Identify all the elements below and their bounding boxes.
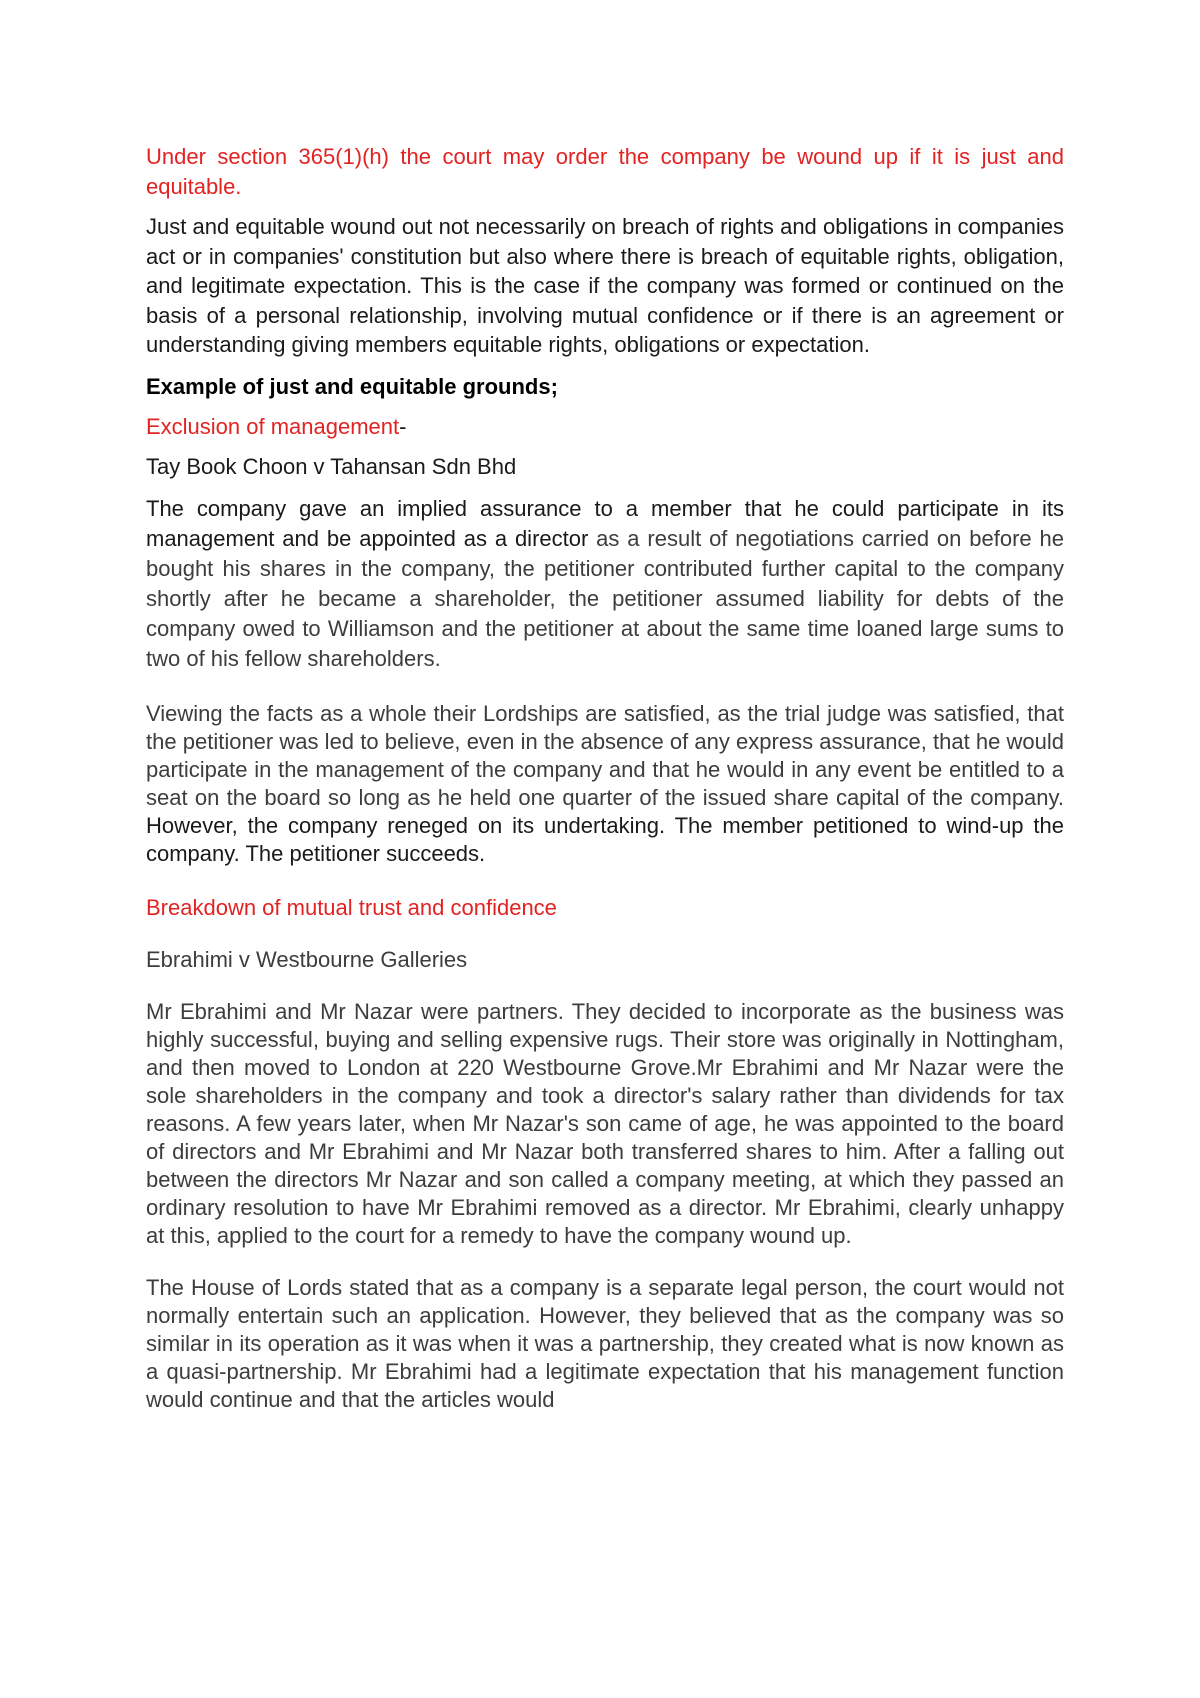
section1-heading-dash: - xyxy=(399,413,407,439)
example-heading: Example of just and equitable grounds; xyxy=(146,373,558,399)
section2-paragraph-2: The House of Lords stated that as a company is a separate legal person, the court would not normally entertain such an application. However, they believed that as the company was so similar in its operation as it was when it was a partnership, they created what is now known as a quasi-partnership. Mr Ebrahimi had a legitimate expectation that his management function would continue and that the articles would xyxy=(146,1274,1064,1412)
intro-explanation: Just and equitable wound out not necessarily on breach of rights and obligations in companies act or in companies' constitution but also where there is breach of equitable rights, obligation, and legitimate expectation. This is the case if the company was formed or continued on the basis of a personal relationship, involving mutual confidence or if there is an agreement or understanding giving members equitable rights, obligations or expectation. xyxy=(146,214,1064,357)
section2-paragraph-1: Mr Ebrahimi and Mr Nazar were partners. They decided to incorporate as the business was highly successful, buying and selling expensive rugs. Their store was originally in Nottingham, and then moved to London at 220 Westbourne Grove.Mr Ebrahimi and Mr Nazar were the sole shareholders in the company and took a director's salary rather than dividends for tax reasons. A few years later, when Mr Nazar's son came of age, he was appointed to the board of directors and Mr Ebrahimi and Mr Nazar both transferred shares to him. After a falling out between the directors Mr Nazar and son called a company meeting, at which they passed an ordinary resolution to have Mr Ebrahimi removed as a director. Mr Ebrahimi, clearly unhappy at this, applied to the court for a remedy to have the company wound up. xyxy=(146,998,1064,1248)
section2-case-name: Ebrahimi v Westbourne Galleries xyxy=(146,946,468,972)
intro-statutory-provision: Under section 365(1)(h) the court may order the company be wound up if it is just and equitable. xyxy=(146,144,1064,199)
section1-paragraph-1-rest: as a result of negotiations carried on before he bought his shares in the company, the petitioner contributed further capital to the company shortly after he became a shareholder, the petitioner assumed liability for debts of the company owed to Williamson and the petitioner at about the same time loaned large sums to two of his fellow shareholders. xyxy=(146,525,1064,671)
section1-paragraph-2 xyxy=(146,700,1064,868)
section1-heading-text: Exclusion of management xyxy=(146,413,400,439)
section1-paragraph-2-lead: Viewing the facts as a whole their Lordships are satisfied, as the trial judge was satisfied, that the petitioner was led to believe, even in the absence of any express assurance, that he would participate in the management of the company and that he would in any event be entitled to a seat on the board so long as he held one quarter of the issued share capital of the company. xyxy=(146,700,1064,810)
section2-heading: Breakdown of mutual trust and confidence xyxy=(146,894,557,920)
section1-paragraph-2-rest: However, the company reneged on its undertaking. The member petitioned to wind-up the company. The petitioner succeeds. xyxy=(146,812,1064,866)
section1-heading xyxy=(146,412,1064,442)
section1-case-name: Tay Book Choon v Tahansan Sdn Bhd xyxy=(146,453,517,479)
document-page xyxy=(146,142,1064,1414)
section1-paragraph-1 xyxy=(146,494,1064,674)
section1-paragraph-1-lead: The company gave an implied assurance to a member that he could participate in its management and be appointed as a director xyxy=(146,495,1064,551)
